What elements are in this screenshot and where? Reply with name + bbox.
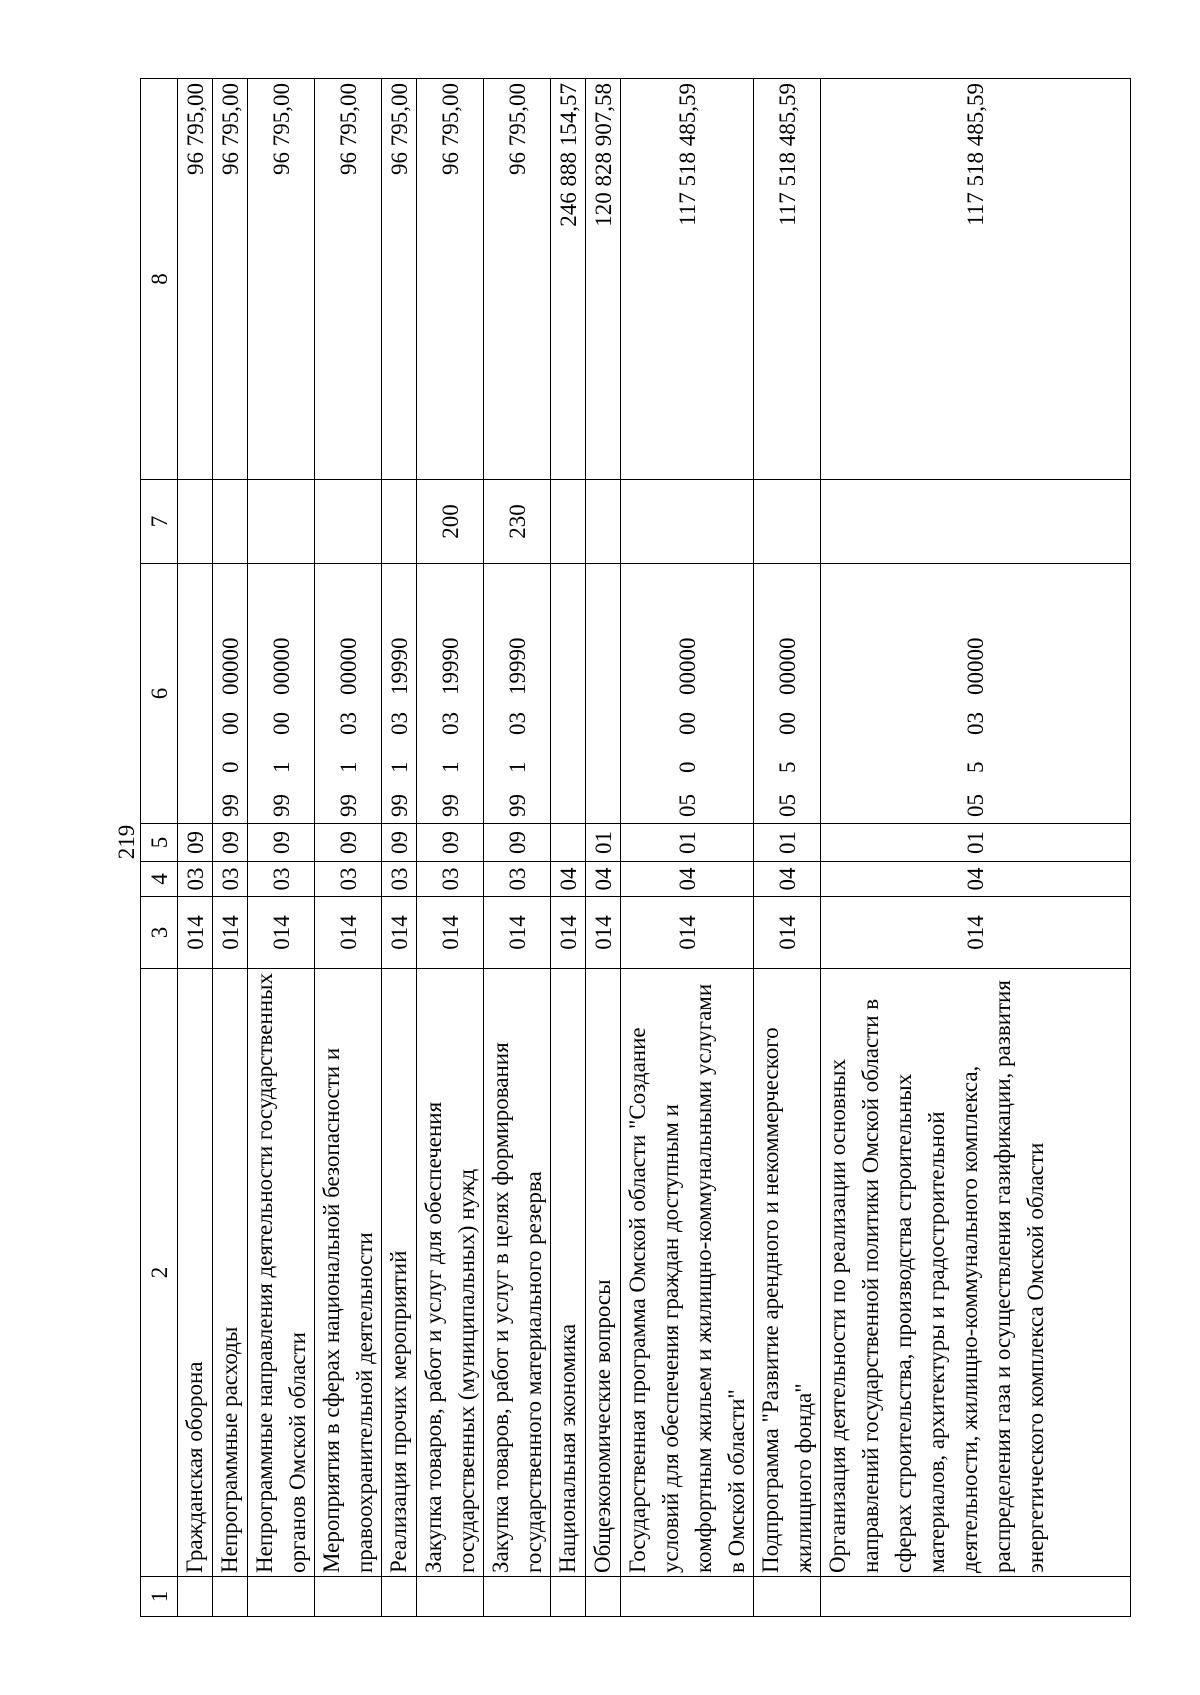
pr-cell: 01 — [586, 824, 621, 862]
grbs-cell: 014 — [484, 897, 551, 969]
csr-cell — [417, 564, 484, 824]
rz-cell: 04 — [621, 862, 754, 897]
table-row — [621, 79, 754, 1617]
row-index-cell — [417, 1577, 484, 1617]
grbs-cell: 014 — [178, 897, 213, 969]
table-row — [586, 79, 621, 1617]
row-name-cell: Реализация прочих мероприятий — [382, 969, 417, 1577]
row-index-cell — [178, 1577, 213, 1617]
pr-cell: 01 — [754, 824, 821, 862]
csr-code-group — [417, 564, 483, 823]
sum-cell: 96 795,00 — [382, 79, 417, 480]
sum-cell: 120 828 907,58 — [586, 79, 621, 480]
row-name-cell: Закупка товаров, работ и услуг для обеспечения государственных (муниципальных) нужд — [417, 969, 484, 1577]
csr-code-group — [754, 564, 820, 823]
rz-cell: 04 — [821, 862, 1131, 897]
csr-cell — [178, 564, 213, 824]
sum-cell: 96 795,00 — [417, 79, 484, 480]
row-name-cell: Непрограммные направления деятельности государственных органов Омской области — [248, 969, 315, 1577]
sum-cell: 117 518 485,59 — [754, 79, 821, 480]
csr-code-group — [821, 564, 1130, 823]
csr-code-part: 03 — [335, 712, 361, 735]
pr-cell: 09 — [484, 824, 551, 862]
rz-cell: 04 — [551, 862, 586, 897]
csr-code-part: 5 — [774, 761, 800, 773]
grbs-cell: 014 — [315, 897, 382, 969]
grbs-cell: 014 — [551, 897, 586, 969]
vr-cell — [315, 480, 382, 564]
rz-cell: 03 — [382, 862, 417, 897]
csr-code-part: 03 — [437, 712, 463, 735]
rz-cell: 03 — [178, 862, 213, 897]
budget-table — [140, 78, 1131, 1617]
vr-cell — [213, 480, 248, 564]
rz-cell: 03 — [315, 862, 382, 897]
csr-code-part: 00000 — [268, 637, 294, 695]
row-name-cell: Закупка товаров, работ и услуг в целях формирования государственного материального резерва — [484, 969, 551, 1577]
pr-cell: 01 — [821, 824, 1131, 862]
csr-code-part: 1 — [504, 761, 530, 773]
row-name-cell: Организация деятельности по реализации основных направлений государственной политики Омской области в сферах строительства, производства строительных материалов, архитектуры и градостроительной деятельности, жилищно-коммунального комплекса, распределения газа и осуществления газификации, развития энергетического комплекса Омской области — [821, 969, 1131, 1577]
csr-code-part: 99 — [268, 794, 294, 817]
grbs-cell: 014 — [821, 897, 1131, 969]
csr-code-part: 00000 — [963, 637, 988, 695]
csr-code-part: 00000 — [335, 637, 361, 695]
table-row — [248, 79, 315, 1617]
grbs-cell: 014 — [754, 897, 821, 969]
sum-cell: 96 795,00 — [315, 79, 382, 480]
row-name-cell: Мероприятия в сферах национальной безопасности и правоохранительной деятельности — [315, 969, 382, 1577]
csr-code-part: 19990 — [437, 637, 463, 695]
csr-cell — [484, 564, 551, 824]
grbs-cell: 014 — [417, 897, 484, 969]
header-cell: 7 — [141, 480, 178, 564]
rotated-page-area — [140, 79, 1090, 1617]
table-wrapper — [140, 79, 1090, 1617]
csr-code-part: 03 — [504, 712, 530, 735]
csr-code-part: 99 — [504, 794, 530, 817]
row-index-cell — [213, 1577, 248, 1617]
sum-cell: 96 795,00 — [213, 79, 248, 480]
vr-cell: 230 — [484, 480, 551, 564]
csr-code-group — [382, 564, 416, 823]
csr-cell — [315, 564, 382, 824]
vr-cell: 200 — [417, 480, 484, 564]
csr-code-part: 00000 — [774, 637, 800, 695]
table-row — [178, 79, 213, 1617]
rz-cell: 04 — [586, 862, 621, 897]
pr-cell: 09 — [315, 824, 382, 862]
row-index-cell — [586, 1577, 621, 1617]
csr-code-part: 05 — [774, 794, 800, 817]
rz-cell: 03 — [213, 862, 248, 897]
row-index-cell — [248, 1577, 315, 1617]
csr-code-part: 99 — [386, 794, 412, 817]
csr-code-group — [248, 564, 314, 823]
row-index-cell — [484, 1577, 551, 1617]
csr-code-part: 99 — [217, 794, 243, 817]
page-number: 219 — [114, 824, 139, 860]
csr-code-group — [586, 564, 620, 823]
table-row — [315, 79, 382, 1617]
header-cell: 1 — [141, 1577, 178, 1617]
vr-cell — [551, 480, 586, 564]
csr-cell — [551, 564, 586, 824]
csr-code-group — [551, 564, 585, 823]
csr-code-part: 0 — [674, 761, 700, 773]
csr-code-part: 03 — [963, 712, 988, 735]
pr-cell: 09 — [248, 824, 315, 862]
row-name-cell: Общеэкономические вопросы — [586, 969, 621, 1577]
table-row — [213, 79, 248, 1617]
pr-cell — [551, 824, 586, 862]
header-cell: 3 — [141, 897, 178, 969]
header-cell: 6 — [141, 564, 178, 824]
vr-cell — [754, 480, 821, 564]
csr-cell — [621, 564, 754, 824]
csr-cell — [754, 564, 821, 824]
csr-code-group — [621, 564, 753, 823]
sum-cell: 117 518 485,59 — [821, 79, 1131, 480]
table-row — [754, 79, 821, 1617]
pr-cell: 09 — [178, 824, 213, 862]
sum-cell: 117 518 485,59 — [621, 79, 754, 480]
row-index-cell — [821, 1577, 1131, 1617]
sum-cell: 96 795,00 — [178, 79, 213, 480]
row-name-cell: Государственная программа Омской области "Создание условий для обеспечения граждан доступным и комфортным жильем и жилищно-коммунальными услугами в Омской области" — [621, 969, 754, 1577]
csr-cell — [821, 564, 1131, 824]
row-name-cell: Гражданская оборона — [178, 969, 213, 1577]
csr-code-group — [213, 564, 247, 823]
csr-code-part: 05 — [963, 794, 988, 817]
table-row — [417, 79, 484, 1617]
header-cell: 4 — [141, 862, 178, 897]
sum-cell: 96 795,00 — [484, 79, 551, 480]
table-row — [821, 79, 1131, 1617]
csr-code-group — [484, 564, 550, 823]
row-name-cell: Непрограммные расходы — [213, 969, 248, 1577]
csr-cell — [213, 564, 248, 824]
csr-code-part: 1 — [268, 761, 294, 773]
vr-cell — [178, 480, 213, 564]
sum-cell: 96 795,00 — [248, 79, 315, 480]
table-row — [484, 79, 551, 1617]
grbs-cell: 014 — [586, 897, 621, 969]
csr-code-part: 00000 — [674, 637, 700, 695]
csr-cell — [586, 564, 621, 824]
rz-cell: 04 — [754, 862, 821, 897]
vr-cell — [586, 480, 621, 564]
header-cell: 5 — [141, 824, 178, 862]
rz-cell: 03 — [417, 862, 484, 897]
vr-cell — [248, 480, 315, 564]
vr-cell — [621, 480, 754, 564]
vr-cell — [382, 480, 417, 564]
row-index-cell — [621, 1577, 754, 1617]
csr-code-part: 5 — [963, 761, 988, 773]
csr-code-part: 05 — [674, 794, 700, 817]
row-index-cell — [754, 1577, 821, 1617]
pr-cell: 01 — [621, 824, 754, 862]
sum-cell: 246 888 154,57 — [551, 79, 586, 480]
row-index-cell — [315, 1577, 382, 1617]
csr-code-part: 19990 — [386, 637, 412, 695]
csr-code-part: 00000 — [217, 637, 243, 695]
table-row — [551, 79, 586, 1617]
pr-cell: 09 — [417, 824, 484, 862]
csr-code-part: 00 — [217, 712, 243, 735]
csr-code-part: 19990 — [504, 637, 530, 695]
grbs-cell: 014 — [213, 897, 248, 969]
csr-code-part: 00 — [268, 712, 294, 735]
csr-code-part: 0 — [217, 761, 243, 773]
csr-code-group — [315, 564, 381, 823]
csr-code-part: 1 — [386, 761, 412, 773]
pr-cell: 09 — [382, 824, 417, 862]
csr-code-part: 99 — [437, 794, 463, 817]
rz-cell: 03 — [248, 862, 315, 897]
csr-code-part: 00 — [774, 712, 800, 735]
csr-code-part: 1 — [437, 761, 463, 773]
csr-cell — [382, 564, 417, 824]
csr-code-part: 00 — [674, 712, 700, 735]
header-cell: 8 — [141, 79, 178, 480]
table-row — [382, 79, 417, 1617]
row-index-cell — [551, 1577, 586, 1617]
csr-code-part: 03 — [386, 712, 412, 735]
csr-code-group — [178, 564, 212, 823]
vr-cell — [821, 480, 1131, 564]
grbs-cell: 014 — [621, 897, 754, 969]
row-name-cell: Подпрограмма "Развитие арендного и некоммерческого жилищного фонда" — [754, 969, 821, 1577]
grbs-cell: 014 — [382, 897, 417, 969]
header-cell: 2 — [141, 969, 178, 1577]
row-index-cell — [382, 1577, 417, 1617]
rz-cell: 03 — [484, 862, 551, 897]
pr-cell: 09 — [213, 824, 248, 862]
grbs-cell: 014 — [248, 897, 315, 969]
csr-code-part: 99 — [335, 794, 361, 817]
row-name-cell: Национальная экономика — [551, 969, 586, 1577]
csr-code-part: 1 — [335, 761, 361, 773]
header-row — [141, 79, 178, 1617]
csr-cell — [248, 564, 315, 824]
